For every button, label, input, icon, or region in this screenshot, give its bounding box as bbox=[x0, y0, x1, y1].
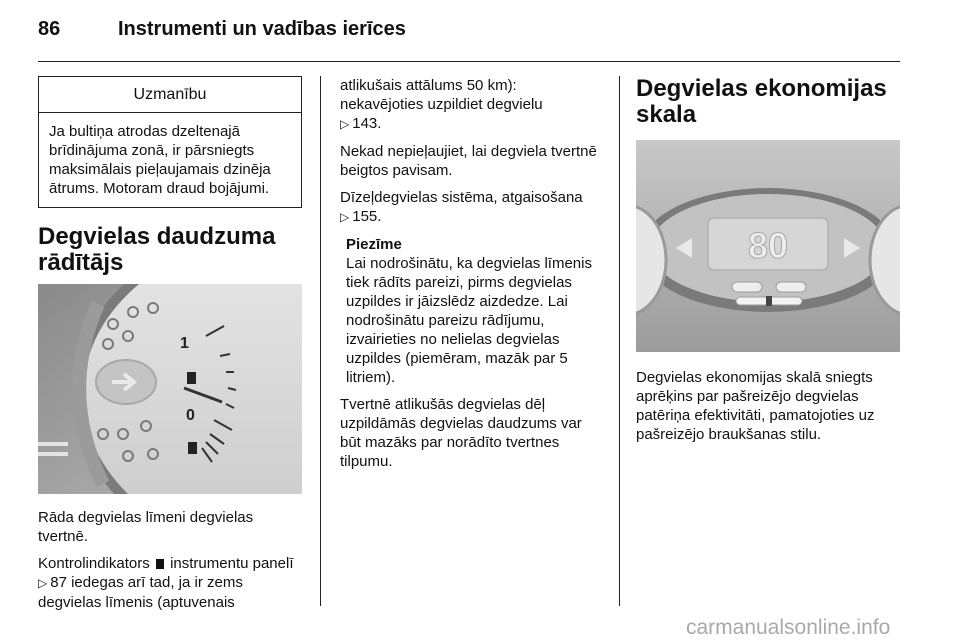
note-box bbox=[346, 235, 604, 387]
page-title: Instrumenti un vadības ierīces bbox=[118, 18, 406, 40]
text-span: Kontrolindikators bbox=[38, 555, 150, 572]
text-span: iedegas arī tad, ja ir zems degvielas līmenis (aptuvenais bbox=[38, 574, 243, 611]
caution-title: Uzmanību bbox=[39, 77, 301, 113]
text-span: instrumentu panelī bbox=[170, 555, 294, 572]
reference-arrow-icon: ▷ bbox=[38, 576, 48, 590]
caution-box bbox=[38, 76, 302, 208]
economy-scale-pointer bbox=[766, 296, 772, 306]
gauge-mark-full: 1 bbox=[180, 335, 189, 352]
paragraph-remaining-distance bbox=[340, 76, 604, 134]
paragraph-never-empty: Nekad nepieļaujiet, lai degviela tvertnē beigtos pavisam. bbox=[340, 143, 597, 179]
economy-scale-illustration bbox=[636, 140, 900, 352]
page-reference-link[interactable]: 143. bbox=[352, 115, 382, 132]
text-span: atlikušais attālums 50 km): nekavējoties uzpildiet degvielu bbox=[340, 77, 543, 113]
text-span: Dīzeļdegvielas sistēma, atgaisošana bbox=[340, 189, 583, 206]
watermark: carmanualsonline.info bbox=[686, 616, 891, 639]
header-rule bbox=[38, 61, 900, 62]
economy-scale-figure bbox=[636, 140, 900, 352]
paragraph-diesel-bleeding bbox=[340, 188, 604, 227]
page-reference-link[interactable]: 155. bbox=[352, 208, 382, 225]
page-number: 86 bbox=[38, 18, 61, 40]
fuel-pump-icon bbox=[156, 559, 164, 569]
reference-arrow-icon: ▷ bbox=[340, 117, 350, 131]
column-2 bbox=[340, 76, 604, 479]
fuel-low-icon bbox=[188, 442, 197, 454]
note-text: Lai nodrošinātu, ka degvielas līmenis tiek rādīts pareizi, pirms degvielas uzpildes ir jāizslēdz aizdedze. Lai nodrošinātu pareizu rādījumu, izvairieties no nelielas degvielas uzpildes (piemēram, mazāk par 5 litriem). bbox=[346, 255, 592, 386]
page-reference-link[interactable]: 87 bbox=[50, 574, 67, 591]
column-divider-left bbox=[320, 76, 321, 606]
caution-text: Ja bultiņa atrodas dzeltenajā brīdinājuma zonā, ir pārsniegts maksimālais pieļaujamais dzinēja ātrums. Motoram draud bojājumi. bbox=[49, 123, 271, 197]
column-1 bbox=[38, 76, 302, 620]
paragraph-warning-light bbox=[38, 554, 302, 612]
gauge-mark-empty: 0 bbox=[186, 407, 195, 424]
column-divider-right bbox=[619, 76, 620, 606]
column-3 bbox=[636, 76, 902, 452]
paragraph-economy-scale: Degvielas ekonomijas skalā sniegts aprēķins par pašreizējo degvielas patēriņa efektivitāti, pamatojoties uz pašreizējo braukšanas stilu. bbox=[636, 369, 875, 443]
fuel-gauge-figure bbox=[38, 284, 302, 494]
section-heading-economy-scale: Degvielas ekonomijas skala bbox=[636, 75, 887, 128]
section-heading-fuel-gauge: Degvielas daudzuma rādītājs bbox=[38, 223, 276, 276]
note-title: Piezīme bbox=[346, 236, 402, 253]
fuel-pump-icon bbox=[187, 372, 196, 384]
reference-arrow-icon: ▷ bbox=[340, 210, 350, 224]
economy-display-value: 80 bbox=[748, 225, 789, 266]
fuel-gauge-illustration bbox=[38, 284, 302, 494]
paragraph-refuel-quantity: Tvertnē atlikušās degvielas dēļ uzpildāmās degvielas daudzums var būt mazāks par norādīto tvertnes tilpumu. bbox=[340, 396, 582, 470]
paragraph-fuel-level: Rāda degvielas līmeni degvielas tvertnē. bbox=[38, 509, 254, 545]
